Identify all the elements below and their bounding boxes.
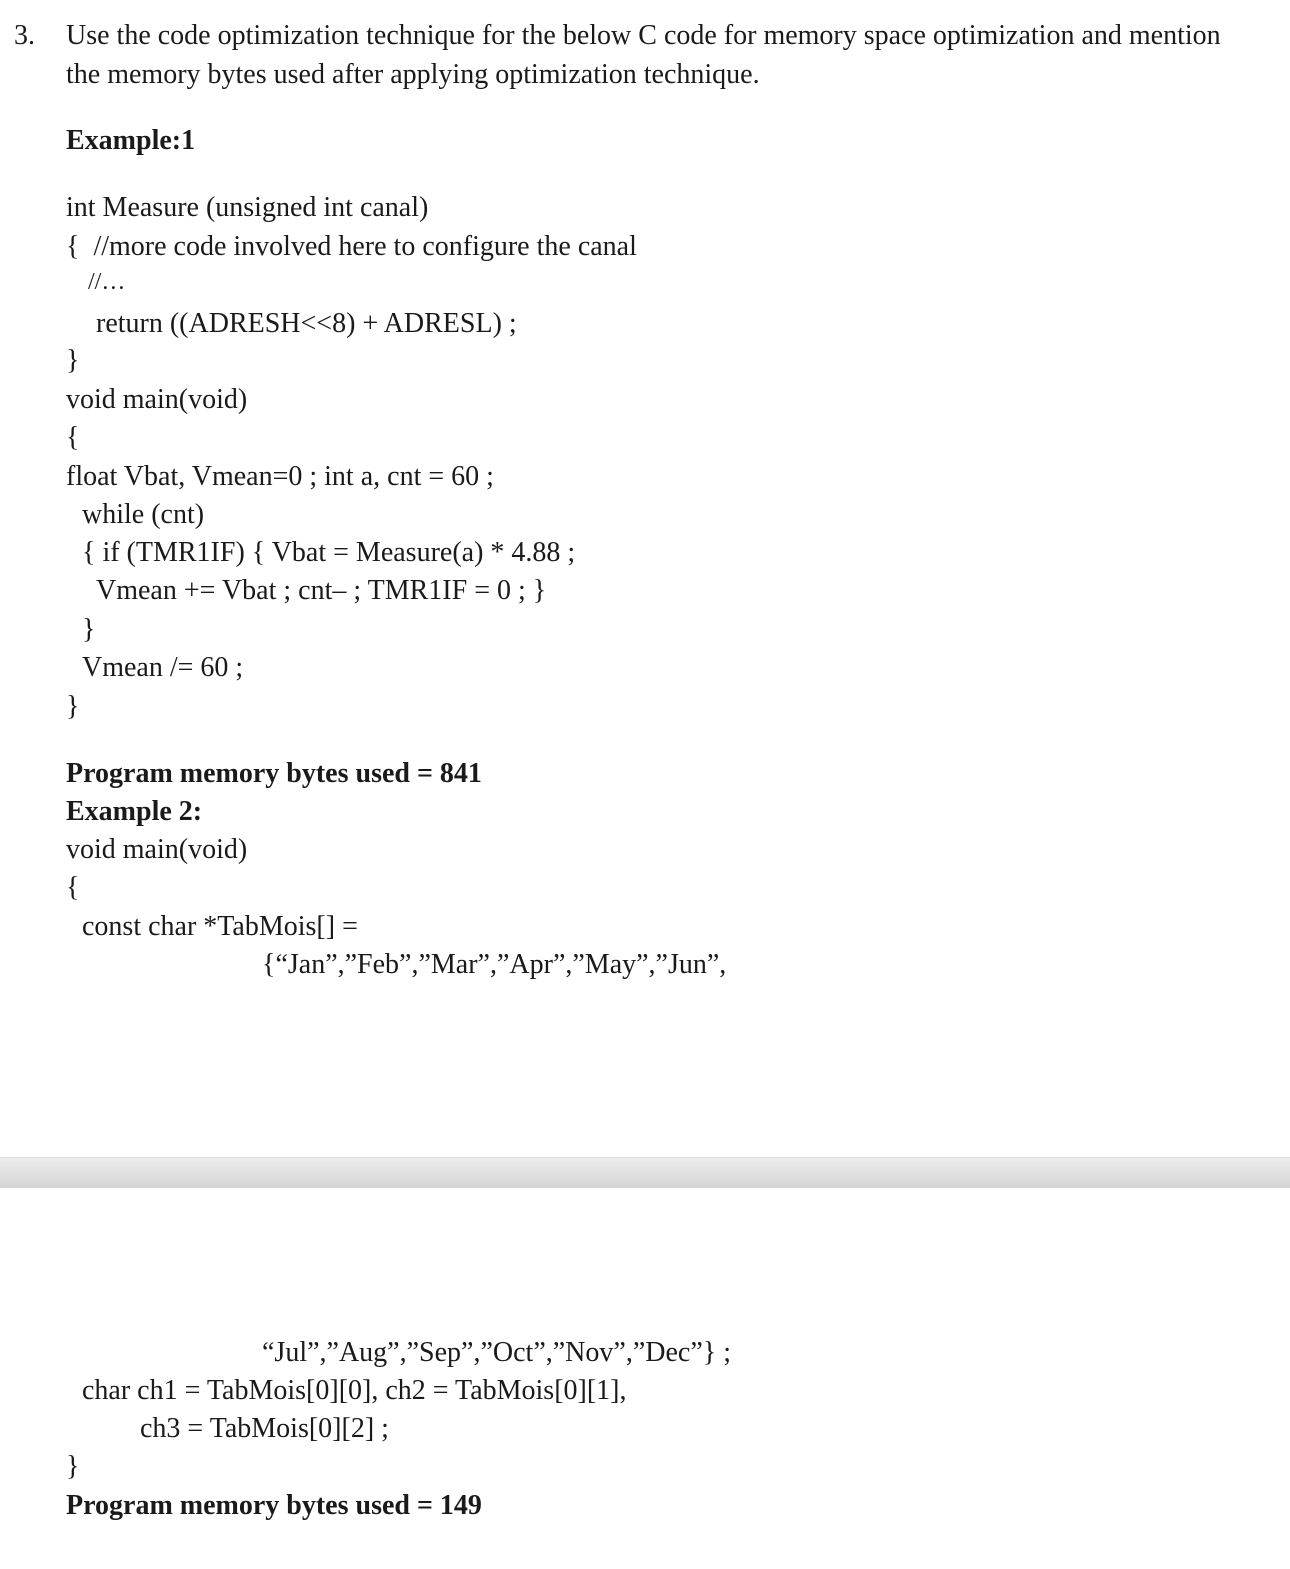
- example2-result: Program memory bytes used = 149: [66, 1490, 482, 1521]
- page-break-divider: [0, 1157, 1290, 1188]
- code-line: Vmean += Vbat ; cnt– ; TMR1IF = 0 ; }: [96, 575, 547, 606]
- code-line: return ((ADRESH<<8) + ADRESL) ;: [96, 308, 517, 339]
- example1-result: Program memory bytes used = 841: [66, 758, 482, 789]
- question-number: 3.: [14, 20, 35, 51]
- code-line: }: [82, 614, 96, 645]
- code-line: { //more code involved here to configure the canal: [66, 231, 637, 262]
- code-line: const char *TabMois[] =: [82, 911, 358, 942]
- code-line: while (cnt): [82, 499, 205, 530]
- code-line: void main(void): [66, 834, 248, 865]
- question-text-line2: the memory bytes used after applying optimization technique.: [66, 59, 760, 90]
- code-line: float Vbat, Vmean=0 ; int a, cnt = 60 ;: [66, 461, 494, 492]
- code-line: {: [66, 872, 80, 903]
- code-line: {: [66, 422, 80, 453]
- code-line: char ch1 = TabMois[0][0], ch2 = TabMois[0][1],: [82, 1375, 627, 1406]
- code-line: {“Jan”,”Feb”,”Mar”,”Apr”,”May”,”Jun”,: [262, 949, 727, 980]
- code-line: “Jul”,”Aug”,”Sep”,”Oct”,”Nov”,”Dec”} ;: [262, 1337, 731, 1368]
- code-line: Vmean /= 60 ;: [82, 652, 244, 683]
- code-line: }: [66, 345, 80, 376]
- example2-heading: Example 2:: [66, 796, 203, 827]
- code-line: int Measure (unsigned int canal): [66, 192, 429, 223]
- code-line: //…: [88, 269, 126, 295]
- question-text-line1: Use the code optimization technique for the below C code for memory space optimization and mention: [66, 20, 1221, 51]
- example1-heading: Example:1: [66, 125, 196, 156]
- code-line: ch3 = TabMois[0][2] ;: [140, 1413, 389, 1444]
- code-line: }: [66, 691, 80, 722]
- code-line: { if (TMR1IF) { Vbat = Measure(a) * 4.88 ;: [82, 537, 576, 568]
- code-line: }: [66, 1451, 80, 1482]
- code-line: void main(void): [66, 384, 248, 415]
